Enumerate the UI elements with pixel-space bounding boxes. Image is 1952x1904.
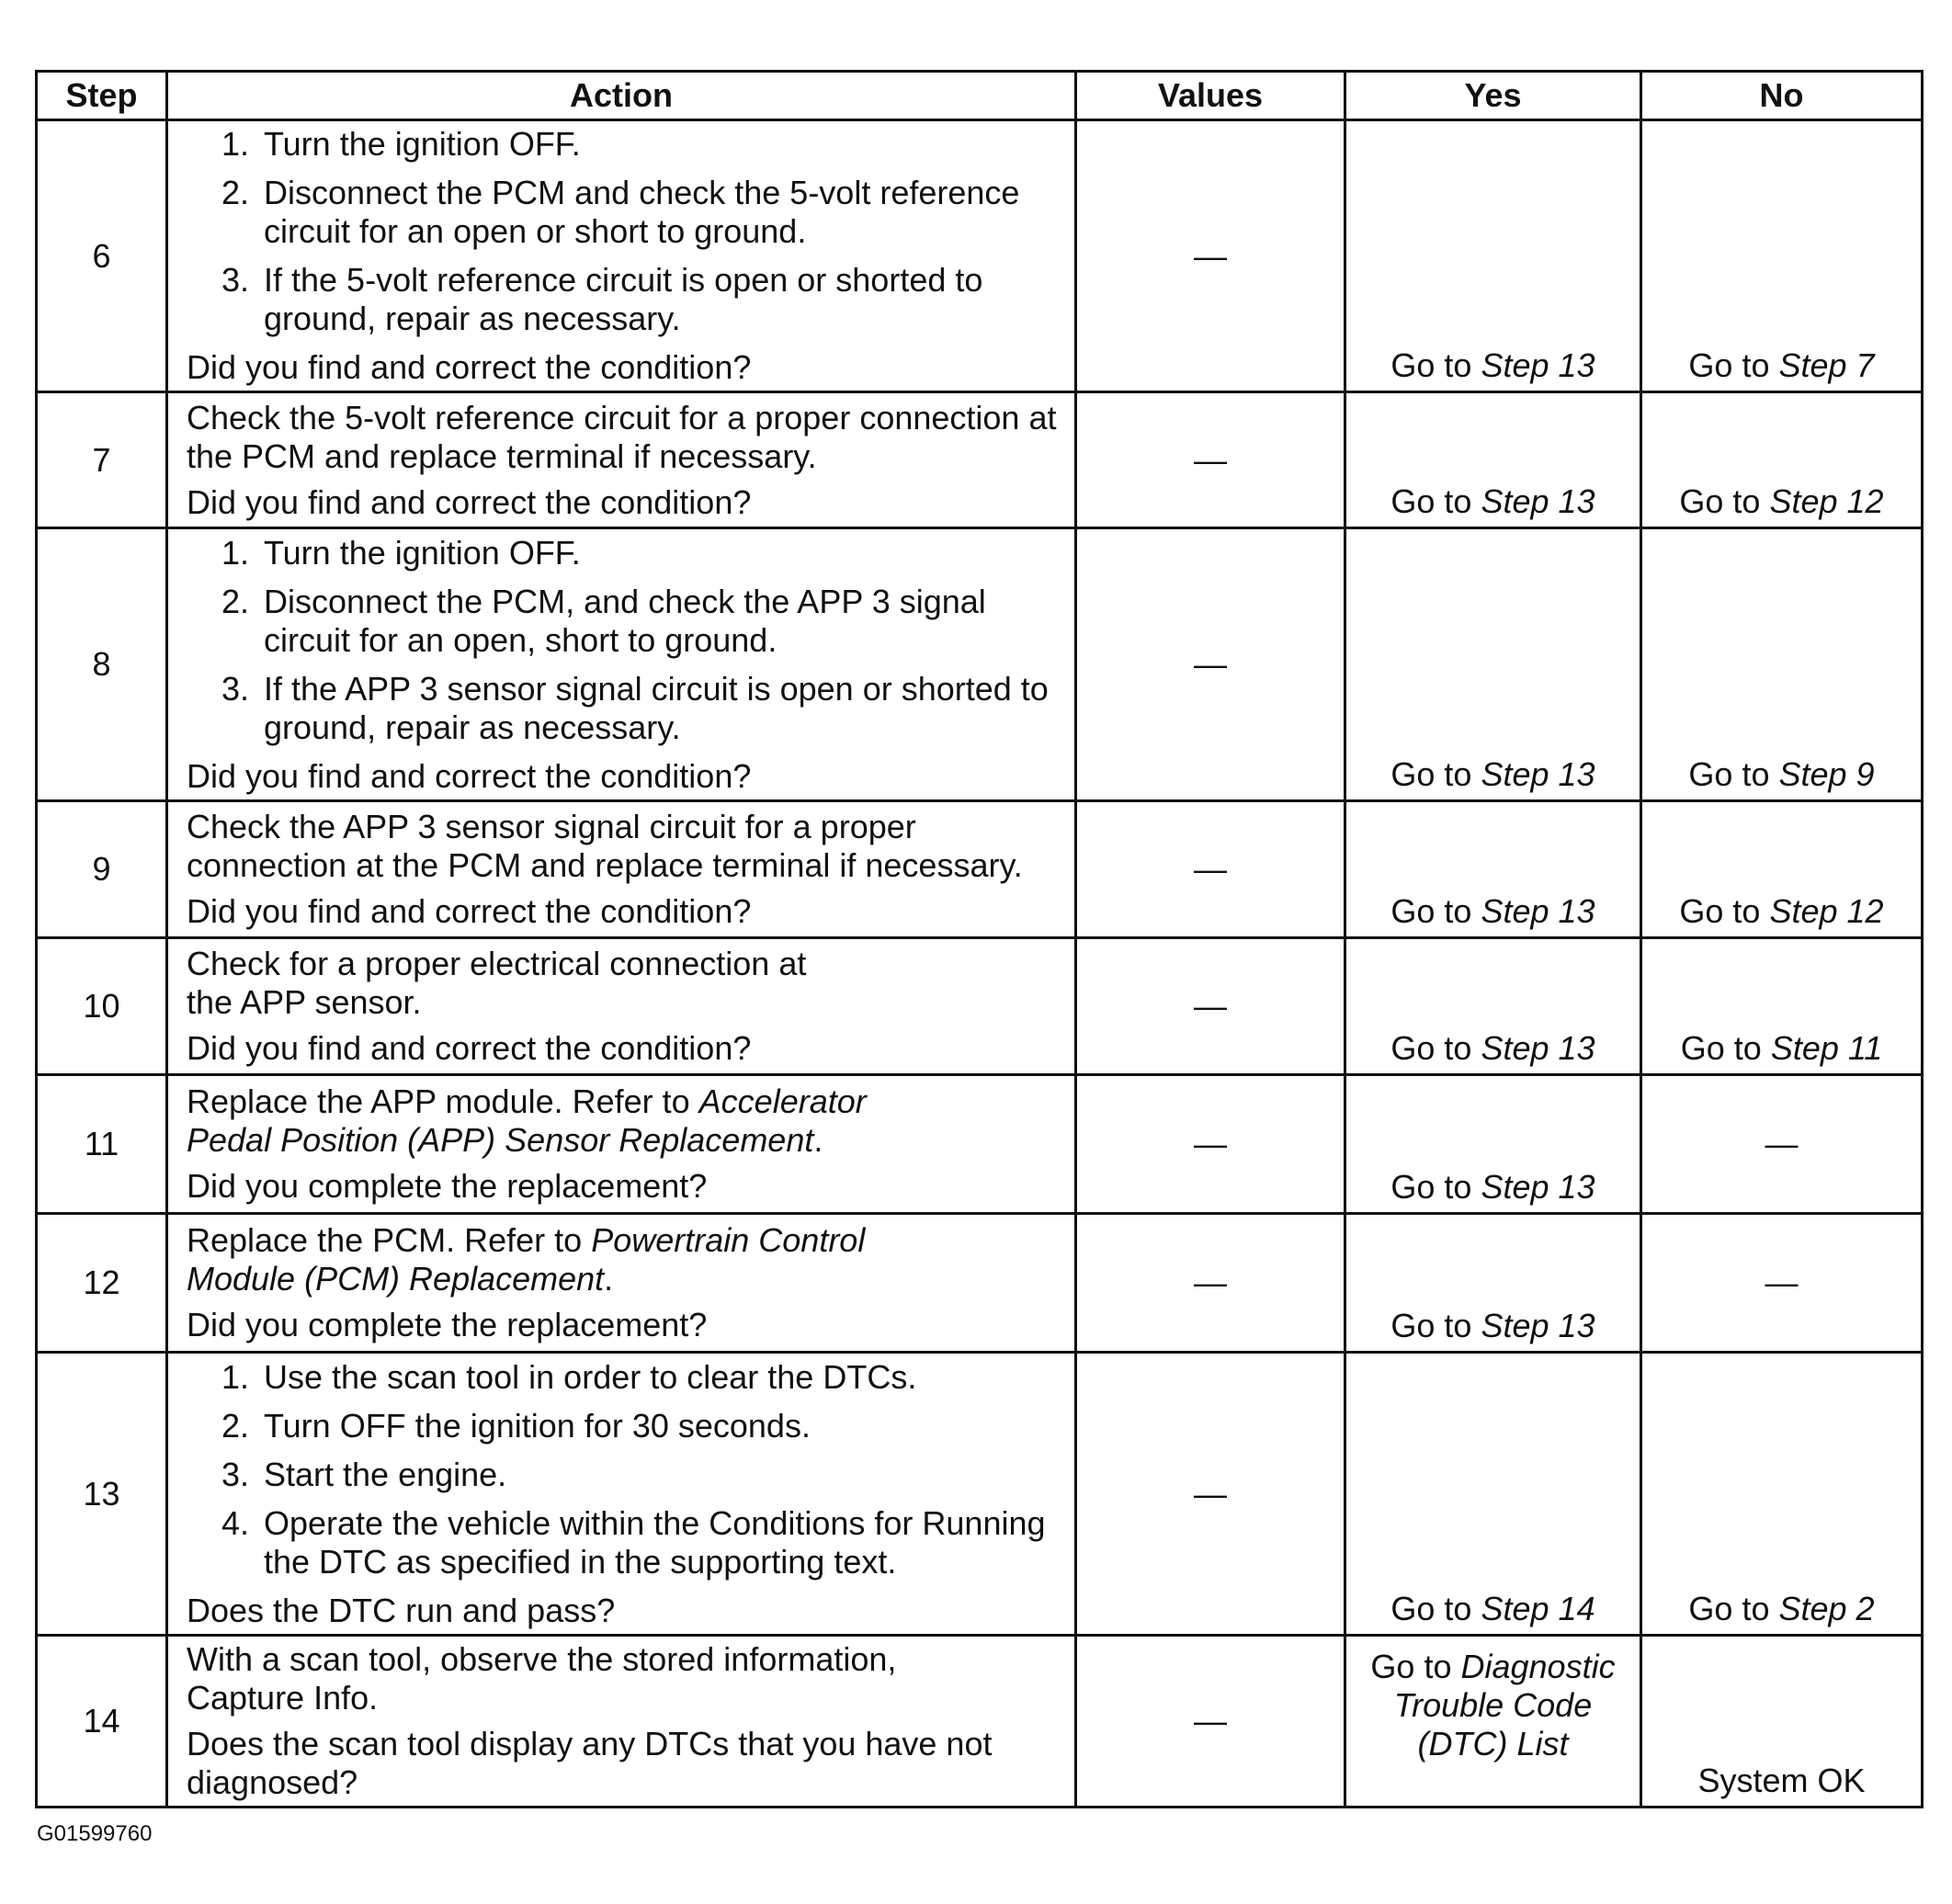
action-cell: [167, 120, 1076, 392]
no-cell: System OK: [1641, 1636, 1923, 1808]
action-question: Did you find and correct the condition?: [187, 1029, 752, 1067]
action-question: Did you find and correct the condition?: [187, 756, 752, 795]
action-text: Check the APP 3 sensor signal circuit for a proper connection at the PCM and replace terminal if necessary.: [187, 808, 1023, 884]
no-prefix: Go to: [1679, 892, 1770, 930]
action-text: Check for a proper electrical connection at the APP sensor.: [187, 945, 807, 1021]
action-cell: [167, 801, 1076, 938]
yes-cell: [1345, 1214, 1641, 1353]
step-number: 14: [37, 1636, 167, 1808]
no-prefix: Go to: [1680, 1029, 1771, 1067]
action-question: Did you find and correct the condition?: [187, 892, 752, 930]
yes-step-ref: Step 13: [1481, 755, 1595, 793]
values-cell: —: [1076, 1075, 1345, 1214]
action-cell: [167, 1075, 1076, 1214]
table-row: [37, 528, 1923, 801]
table-row: [37, 1636, 1923, 1808]
step-number: 9: [37, 801, 167, 938]
step-number: 7: [37, 392, 167, 528]
yes-cell: [1345, 801, 1641, 938]
step-number: 11: [37, 1075, 167, 1214]
yes-cell: [1345, 120, 1641, 392]
no-step-ref: Step 2: [1778, 1590, 1875, 1627]
table-row: [37, 1214, 1923, 1353]
action-list: [187, 125, 1061, 338]
values-cell: —: [1076, 120, 1345, 392]
no-step-ref: Step 12: [1769, 482, 1884, 520]
yes-step-ref: Step 13: [1481, 892, 1595, 930]
action-text-plain: Replace the APP module. Refer to: [187, 1082, 699, 1120]
list-item: 1. Turn the ignition OFF.: [258, 125, 1061, 164]
yes-prefix: Go to: [1390, 1029, 1481, 1067]
action-question: Did you complete the replacement?: [187, 1167, 708, 1205]
action-text: With a scan tool, observe the stored information, Capture Info.: [187, 1640, 897, 1717]
step-number: 6: [37, 120, 167, 392]
action-list: [187, 1358, 1061, 1581]
no-cell: [1641, 1353, 1923, 1636]
yes-step-ref: Step 13: [1481, 1307, 1595, 1344]
table-row: [37, 801, 1923, 938]
list-item: 3. Start the engine.: [258, 1456, 1061, 1494]
action-cell: [167, 1636, 1076, 1808]
yes-cell: [1345, 1636, 1641, 1808]
yes-cell: [1345, 1075, 1641, 1214]
table-row: [37, 392, 1923, 528]
action-cell: [167, 938, 1076, 1075]
diagnostic-table: [35, 70, 1924, 1808]
no-prefix: Go to: [1688, 1590, 1779, 1627]
yes-step-ref: Step 13: [1481, 1168, 1595, 1206]
list-item: 1. Turn the ignition OFF.: [258, 534, 1061, 572]
yes-prefix: Go to: [1390, 755, 1481, 793]
table-row: [37, 938, 1923, 1075]
list-item: 2. Disconnect the PCM and check the 5-volt reference circuit for an open or short to ground.: [258, 174, 1061, 251]
header-yes: Yes: [1345, 72, 1641, 120]
yes-prefix: Go to: [1390, 892, 1481, 930]
yes-prefix: Go to: [1390, 1168, 1481, 1206]
list-item: 4. Operate the vehicle within the Conditions for Running the DTC as specified in the supporting text.: [258, 1504, 1061, 1581]
action-question: Did you complete the replacement?: [187, 1306, 708, 1343]
yes-prefix: Go to: [1390, 1307, 1481, 1344]
no-step-ref: Step 7: [1778, 346, 1875, 384]
list-item: 2. Turn OFF the ignition for 30 seconds.: [258, 1407, 1061, 1445]
yes-cell: [1345, 392, 1641, 528]
values-cell: —: [1076, 392, 1345, 528]
no-step-ref: Step 12: [1769, 892, 1884, 930]
header-values: Values: [1076, 72, 1345, 120]
step-number: 12: [37, 1214, 167, 1353]
action-text: Check the 5-volt reference circuit for a proper connection at the PCM and replace terminal if necessary.: [187, 398, 1057, 475]
no-cell: —: [1641, 1214, 1923, 1353]
header-row: [37, 72, 1923, 120]
values-cell: —: [1076, 1636, 1345, 1808]
step-number: 13: [37, 1353, 167, 1636]
list-item: 3. If the 5-volt reference circuit is open or shorted to ground, repair as necessary.: [258, 261, 1061, 338]
values-cell: —: [1076, 801, 1345, 938]
step-number: 8: [37, 528, 167, 801]
list-item: 3. If the APP 3 sensor signal circuit is open or shorted to ground, repair as necessary.: [258, 670, 1061, 747]
reference-title: Powertrain Control Module (PCM) Replacement: [187, 1221, 866, 1298]
table-row: [37, 1075, 1923, 1214]
action-question: Does the scan tool display any DTCs that you have not diagnosed?: [187, 1725, 993, 1801]
header-step: Step: [37, 72, 167, 120]
yes-prefix: Go to: [1390, 482, 1481, 520]
action-cell: [167, 1214, 1076, 1353]
list-item: 1. Use the scan tool in order to clear the DTCs.: [258, 1358, 1061, 1397]
no-cell: [1641, 801, 1923, 938]
no-step-ref: Step 9: [1778, 755, 1875, 793]
yes-step-ref: Step 13: [1481, 1029, 1595, 1067]
yes-step-ref: Step 13: [1481, 482, 1595, 520]
values-cell: —: [1076, 938, 1345, 1075]
action-question: Did you find and correct the condition?: [187, 348, 752, 386]
header-no: No: [1641, 72, 1923, 120]
no-prefix: Go to: [1679, 482, 1770, 520]
action-text-end: .: [604, 1260, 614, 1298]
action-text: [187, 1221, 1061, 1298]
no-cell: [1641, 938, 1923, 1075]
table-row: [37, 120, 1923, 392]
yes-cell: [1345, 938, 1641, 1075]
table-row: [37, 1353, 1923, 1636]
yes-step-ref: Step 13: [1481, 346, 1595, 384]
values-cell: —: [1076, 1214, 1345, 1353]
reference-title: Accelerator Pedal Position (APP) Sensor Replacement: [187, 1082, 867, 1159]
action-cell: [167, 1353, 1076, 1636]
no-cell: —: [1641, 1075, 1923, 1214]
action-list: [187, 534, 1061, 747]
yes-prefix: Go to: [1390, 1590, 1481, 1627]
action-text: [187, 1082, 1061, 1160]
action-question: Did you find and correct the condition?: [187, 482, 752, 521]
action-cell: [167, 528, 1076, 801]
no-cell: [1641, 120, 1923, 392]
values-cell: —: [1076, 528, 1345, 801]
no-step-ref: Step 11: [1770, 1029, 1883, 1067]
no-prefix: Go to: [1688, 755, 1779, 793]
action-text-plain: Replace the PCM. Refer to: [187, 1221, 592, 1259]
yes-cell: [1345, 1353, 1641, 1636]
no-prefix: Go to: [1688, 346, 1779, 384]
action-question: Does the DTC run and pass?: [187, 1591, 616, 1629]
values-cell: —: [1076, 1353, 1345, 1636]
yes-prefix: Go to: [1370, 1648, 1461, 1685]
yes-step-ref: Step 14: [1481, 1590, 1595, 1627]
step-number: 10: [37, 938, 167, 1075]
action-text-end: .: [813, 1121, 823, 1159]
no-cell: [1641, 528, 1923, 801]
header-action: Action: [167, 72, 1076, 120]
yes-prefix: Go to: [1390, 346, 1481, 384]
figure-id: G01599760: [37, 1821, 153, 1846]
list-item: 2. Disconnect the PCM, and check the APP 3 signal circuit for an open, short to ground.: [258, 583, 1061, 660]
no-cell: [1641, 392, 1923, 528]
action-cell: [167, 392, 1076, 528]
yes-cell: [1345, 528, 1641, 801]
yes-dtc-list-ref: Diagnostic Trouble Code (DTC) List: [1393, 1648, 1616, 1762]
